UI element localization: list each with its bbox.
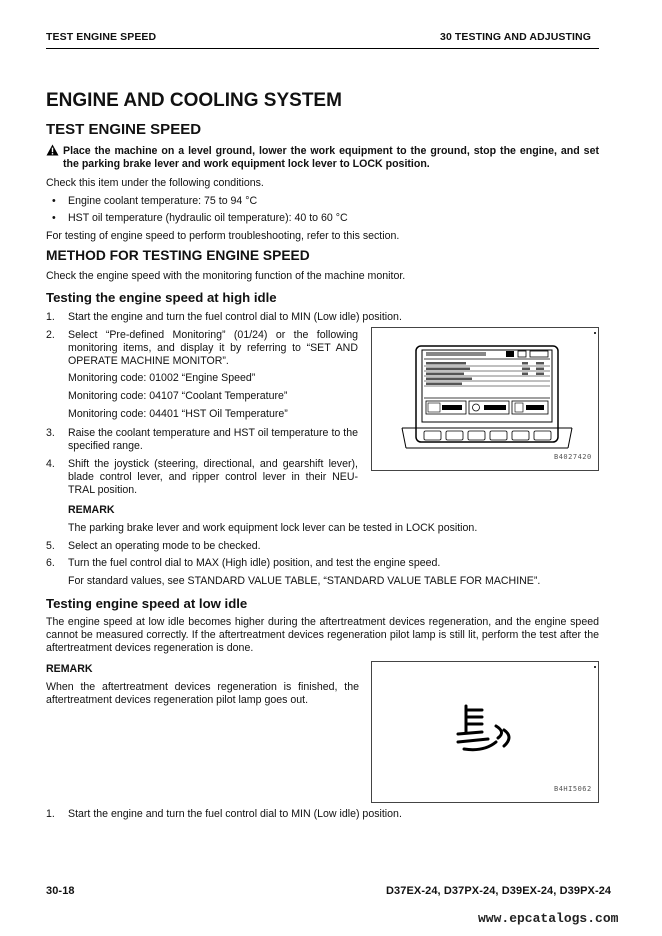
model-numbers: D37EX-24, D37PX-24, D39EX-24, D39PX-24 bbox=[386, 885, 612, 897]
step-number: 3. bbox=[46, 427, 55, 439]
remark-label: REMARK bbox=[46, 663, 93, 675]
watermark-text: www.epcatalogs.com bbox=[478, 911, 619, 926]
condition-coolant: Engine coolant temperature: 75 to 94 °C bbox=[68, 195, 258, 207]
step-text: Select an operating mode to be checked. bbox=[68, 540, 261, 552]
figure-code: B4HI5062 bbox=[554, 785, 592, 793]
header-left-title: TEST ENGINE SPEED bbox=[46, 31, 157, 43]
warning-text: Place the machine on a level ground, lower the work equipment to the ground, stop the engine, and set the parking brake lever and work equipment lock lever to LOCK position. bbox=[63, 145, 599, 170]
header-right-section: 30 TESTING AND ADJUSTING bbox=[440, 31, 591, 43]
step-number: 6. bbox=[46, 557, 55, 569]
low-idle-heading: Testing engine speed at low idle bbox=[46, 596, 248, 611]
bullet-dot: • bbox=[52, 195, 56, 207]
step-text: Turn the fuel control dial to MAX (High idle) position, and test the engine speed. bbox=[68, 557, 441, 569]
remark-text: When the aftertreatment devices regeneration is finished, the aftertreatment devices regeneration pilot lamp goes out. bbox=[46, 681, 359, 706]
remark-text: The parking brake lever and work equipment lock lever can be tested in LOCK position. bbox=[68, 522, 478, 534]
aftertreatment-regeneration-icon bbox=[454, 702, 520, 756]
section-title: TEST ENGINE SPEED bbox=[46, 121, 202, 138]
high-idle-heading: Testing the engine speed at high idle bbox=[46, 290, 277, 305]
check-intro: Check this item under the following conditions. bbox=[46, 177, 264, 189]
step-text: Shift the joystick (steering, directional, and gearshift lever), blade control lever, and ripper control lever in their NEU-TRAL position. bbox=[68, 458, 358, 496]
header-rule bbox=[46, 48, 599, 49]
monitoring-code: Monitoring code: 04401 “HST Oil Temperature” bbox=[68, 408, 288, 420]
page-number: 30-18 bbox=[46, 885, 75, 897]
warning-triangle-icon bbox=[46, 144, 59, 156]
method-heading: METHOD FOR TESTING ENGINE SPEED bbox=[46, 248, 310, 263]
condition-hst-oil: HST oil temperature (hydraulic oil temperature): 40 to 60 °C bbox=[68, 212, 348, 224]
method-text: Check the engine speed with the monitoring function of the machine monitor. bbox=[46, 270, 406, 282]
step-number: 1. bbox=[46, 808, 55, 820]
remark-label: REMARK bbox=[68, 504, 115, 516]
standard-values-note: For standard values, see STANDARD VALUE TABLE, “STANDARD VALUE TABLE FOR MACHINE”. bbox=[68, 575, 541, 587]
troubleshooting-note: For testing of engine speed to perform troubleshooting, refer to this section. bbox=[46, 230, 400, 242]
machine-monitor-illustration bbox=[372, 328, 598, 470]
monitoring-code: Monitoring code: 01002 “Engine Speed” bbox=[68, 372, 256, 384]
figure-code: B4027420 bbox=[554, 453, 592, 461]
step-number: 2. bbox=[46, 329, 55, 341]
step-number: 4. bbox=[46, 458, 55, 470]
step-number: 5. bbox=[46, 540, 55, 552]
page-title: ENGINE AND COOLING SYSTEM bbox=[46, 90, 342, 111]
low-idle-text: The engine speed at low idle becomes higher during the aftertreatment devices regeneration, and the engine speed cannot be measured correctly. If the aftertreatment devices regeneration pilot lamp is still lit, perform the test after the aftertreatment devices regeneration is done. bbox=[46, 616, 599, 654]
step-number: 1. bbox=[46, 311, 55, 323]
monitoring-code: Monitoring code: 04107 “Coolant Temperature” bbox=[68, 390, 288, 402]
bullet-dot: • bbox=[52, 212, 56, 224]
step-text: Start the engine and turn the fuel control dial to MIN (Low idle) position. bbox=[68, 808, 402, 820]
step-text: Raise the coolant temperature and HST oil temperature to the specified range. bbox=[68, 427, 358, 452]
figure-machine-monitor bbox=[371, 327, 599, 471]
step-text: Select “Pre-defined Monitoring” (01/24) or the following monitoring items, and display it by referring to “SET AND OPERATE MACHINE MONITOR”. bbox=[68, 329, 358, 367]
step-text: Start the engine and turn the fuel control dial to MIN (Low idle) position. bbox=[68, 311, 402, 323]
figure-regeneration-pilot-lamp bbox=[371, 661, 599, 803]
